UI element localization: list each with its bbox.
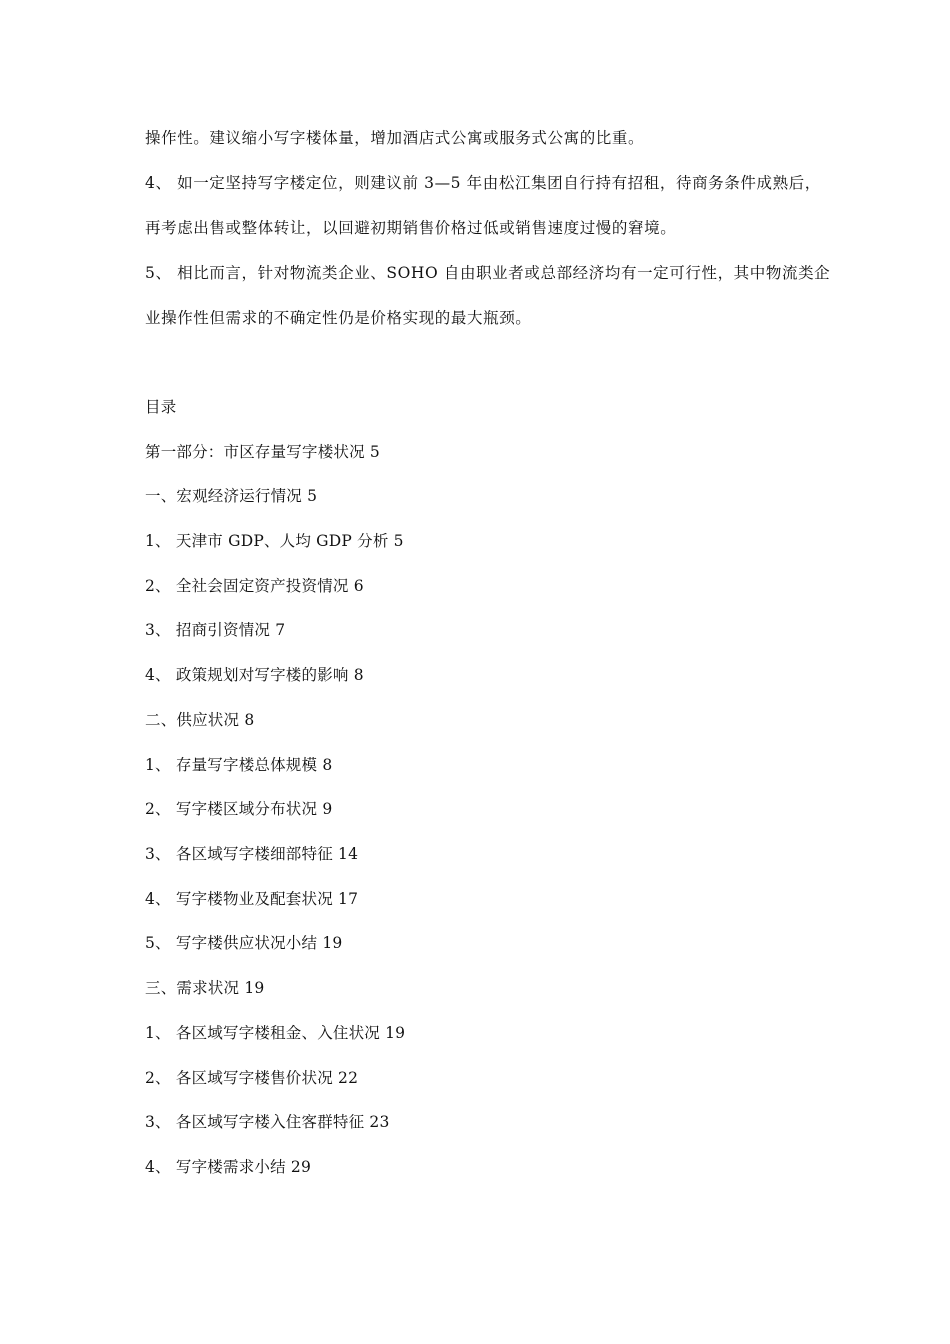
toc-entry: 2、 各区域写字楼售价状况 22 [145, 1069, 359, 1087]
toc-entry: 3、 各区域写字楼入住客群特征 23 [145, 1113, 390, 1131]
toc-entry: 1、 存量写字楼总体规模 8 [145, 756, 333, 774]
toc-entry: 1、 天津市 GDP、人均 GDP 分析 5 [145, 532, 404, 550]
paragraph-line: 业操作性但需求的不确定性仍是价格实现的最大瓶颈。 [145, 309, 532, 327]
toc-entry: 3、 招商引资情况 7 [145, 621, 286, 639]
toc-entry: 第一部分：市区存量写字楼状况 5 [145, 443, 380, 461]
toc-entry: 2、 全社会固定资产投资情况 6 [145, 577, 364, 595]
toc-entry: 二、供应状况 8 [145, 711, 255, 729]
paragraph-line: 操作性。建议缩小写字楼体量，增加酒店式公寓或服务式公寓的比重。 [145, 129, 645, 147]
toc-entry: 4、 政策规划对写字楼的影响 8 [145, 666, 364, 684]
toc-entry: 3、 各区域写字楼细部特征 14 [145, 845, 359, 863]
toc-entry: 5、 写字楼供应状况小结 19 [145, 934, 343, 952]
toc-entry: 1、 各区域写字楼租金、入住状况 19 [145, 1024, 406, 1042]
paragraph-line: 4、 如一定坚持写字楼定位，则建议前 3—5 年由松江集团自行持有招租，待商务条件成熟后， [145, 174, 821, 192]
paragraph-line: 5、 相比而言，针对物流类企业、SOHO 自由职业者或总部经济均有一定可行性，其中物流类企 [145, 264, 831, 282]
toc-title: 目录 [145, 398, 177, 416]
toc-entry: 4、 写字楼需求小结 29 [145, 1158, 312, 1176]
paragraph-line: 再考虑出售或整体转让，以回避初期销售价格过低或销售速度过慢的窘境。 [145, 219, 677, 237]
toc-entry: 三、需求状况 19 [145, 979, 265, 997]
toc-entry: 2、 写字楼区域分布状况 9 [145, 800, 333, 818]
toc-entry: 4、 写字楼物业及配套状况 17 [145, 890, 359, 908]
toc-entry: 一、宏观经济运行情况 5 [145, 487, 318, 505]
